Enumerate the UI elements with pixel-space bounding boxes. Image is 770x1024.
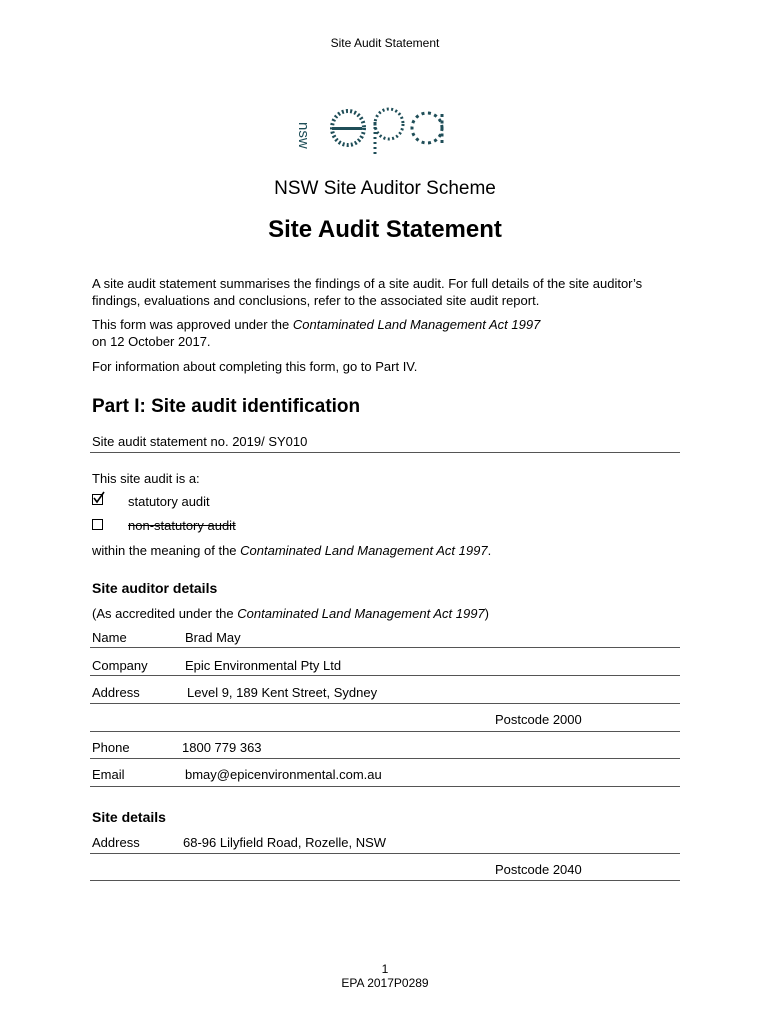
accreditation-note: [92, 606, 489, 621]
divider: [90, 853, 680, 854]
audit-type-prompt: This site audit is a:: [92, 471, 200, 486]
act-name: Contaminated Land Management Act 1997: [240, 543, 488, 558]
auditor-name-label: Name: [92, 630, 127, 645]
scheme-title: NSW Site Auditor Scheme: [274, 178, 496, 199]
part-1-heading: Part I: Site audit identification: [92, 396, 361, 417]
epa-logo-graphic: [295, 100, 463, 162]
auditor-email-value: bmay@epicenvironmental.com.au: [185, 767, 382, 782]
divider: [90, 786, 680, 787]
logo-nsw-text: nsw: [295, 122, 312, 149]
divider: [90, 731, 680, 732]
auditor-company-label: Company: [92, 658, 148, 673]
intro-paragraph-2: [92, 316, 682, 350]
auditor-name-value: Brad May: [185, 630, 241, 645]
divider: [90, 675, 680, 676]
divider: [90, 758, 680, 759]
statutory-audit-checkbox[interactable]: [92, 494, 103, 505]
auditor-company-value: Epic Environmental Pty Ltd: [185, 658, 342, 673]
page-number: 1: [381, 962, 389, 976]
meaning-statement: [92, 543, 491, 558]
non-statutory-audit-label: non-statutory audit: [128, 518, 236, 533]
site-address-value: 68-96 Lilyfield Road, Rozelle, NSW: [183, 835, 387, 850]
nsw-epa-logo: [295, 100, 463, 167]
note-end: ): [484, 606, 489, 621]
auditor-phone-label: Phone: [92, 740, 130, 755]
auditor-postcode: Postcode 2000: [495, 712, 582, 727]
divider: [90, 880, 680, 881]
logo-p-letter: [375, 109, 403, 156]
divider: [90, 647, 680, 648]
non-statutory-audit-row: [92, 518, 247, 533]
running-header: Site Audit Statement: [330, 36, 440, 50]
logo-a-letter: [412, 113, 442, 144]
site-address-label: Address: [92, 835, 140, 850]
intro-paragraph-3: For information about completing this form, go to Part IV.: [92, 359, 418, 374]
auditor-phone-value: 1800 779 363: [182, 740, 262, 755]
meaning-end: .: [487, 543, 492, 558]
document-code: EPA 2017P0289: [341, 976, 429, 990]
divider: [90, 452, 680, 453]
checkmark-icon: [92, 491, 106, 505]
site-postcode: Postcode 2040: [495, 862, 582, 877]
intro-paragraph-1: A site audit statement summarises the findings of a site audit. For full details of the site auditor’s findings, evaluations and conclusions, refer to the associated site audit report.: [92, 276, 643, 308]
approval-text: This form was approved under the: [92, 317, 293, 332]
act-name: Contaminated Land Management Act 1997: [292, 317, 541, 332]
act-name: Contaminated Land Management Act 1997: [237, 606, 485, 621]
logo-e-letter: [332, 111, 364, 145]
statement-number: Site audit statement no. 2019/ SY010: [92, 434, 308, 449]
auditor-address-label: Address: [92, 685, 140, 700]
auditor-email-label: Email: [92, 767, 125, 782]
auditor-details-heading: Site auditor details: [92, 580, 218, 596]
approval-date: on 12 October 2017.: [92, 334, 211, 349]
document-title: Site Audit Statement: [268, 216, 502, 243]
note-text: (As accredited under the: [92, 606, 238, 621]
meaning-text: within the meaning of the: [92, 543, 241, 558]
divider: [90, 703, 680, 704]
statutory-audit-label: statutory audit: [128, 494, 210, 509]
auditor-address-value: Level 9, 189 Kent Street, Sydney: [187, 685, 378, 700]
site-details-heading: Site details: [92, 809, 166, 825]
